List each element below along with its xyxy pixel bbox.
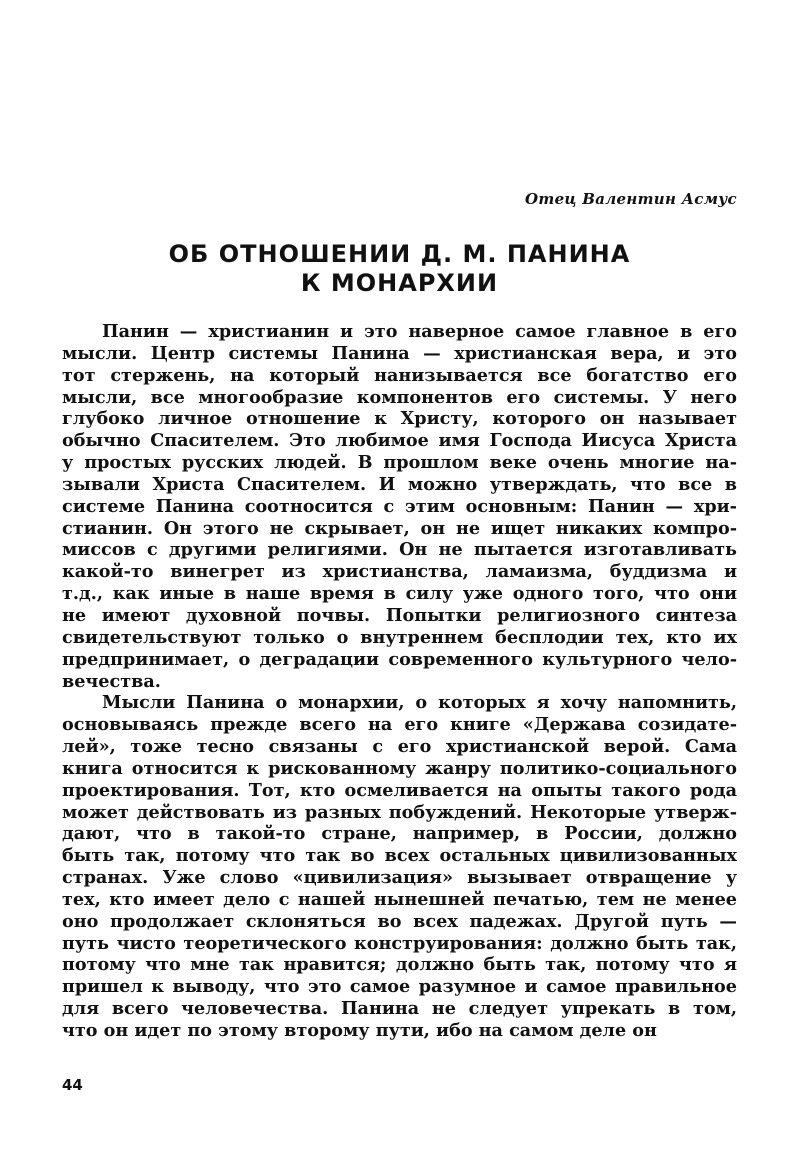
article-body	[62, 321, 737, 1042]
text-line: для всего человечества. Панина не следует упрекать в том,	[62, 998, 737, 1020]
title-line-2: К МОНАРХИИ	[300, 269, 499, 297]
text-line: оно продолжает склоняться во всех падежах. Другой путь —	[62, 910, 737, 932]
text-line: лей», тоже тесно связаны с его христианской верой. Сама	[62, 736, 737, 758]
page-number: 44	[62, 1076, 83, 1094]
text-line: тот стержень, на который нанизывается все богатство его	[62, 364, 737, 386]
text-line: основываясь прежде всего на его книге «Держава созидате-	[62, 714, 737, 736]
paragraph	[62, 321, 737, 692]
text-line: свидетельствуют только о внутреннем бесплодии тех, кто их	[62, 626, 737, 648]
text-line: вечества.	[62, 670, 161, 692]
article-title	[62, 240, 737, 298]
text-line: Панин — христианин и это наверное самое главное в его	[102, 321, 737, 342]
text-line: мысли. Центр системы Панина — христианская вера, и это	[62, 342, 737, 364]
text-line: потому что мне так нравится; должно быть так, потому что я	[62, 954, 737, 976]
text-line: быть так, потому что так во всех остальных цивилизованных	[62, 845, 737, 867]
text-line: проектирования. Тот, кто осмеливается на опыты такого рода	[62, 779, 737, 801]
author-name: Отец Валентин Асмус	[525, 190, 737, 208]
text-line: книга относится к рискованному жанру политико-социального	[62, 757, 737, 779]
text-line: мысли, все многообразие компонентов его системы. У него	[62, 386, 737, 408]
text-line: Мысли Панина о монархии, о которых я хочу напомнить,	[102, 692, 737, 714]
text-line: тех, кто имеет дело с нашей нынешней печатью, тем не менее	[62, 888, 737, 910]
text-line: пришел к выводу, что это самое разумное и самое правильное	[62, 976, 737, 998]
title-line-1: ОБ ОТНОШЕНИИ Д. М. ПАНИНА	[168, 240, 631, 268]
text-line: предпринимает, о деградации современного культурного чело-	[62, 648, 737, 670]
paragraph	[62, 692, 737, 1042]
text-line: путь чисто теоретического конструирования: должно быть так,	[62, 932, 737, 954]
text-line: миссов с другими религиями. Он не пытается изготавливать	[62, 539, 737, 561]
text-line: может действовать из разных побуждений. Некоторые утверж-	[62, 801, 737, 823]
text-line: системе Панина соотносится с этим основным: Панин — хри-	[62, 495, 737, 517]
text-line: не имеют духовной почвы. Попытки религиозного синтеза	[62, 604, 737, 626]
text-line: глубоко личное отношение к Христу, которого он называет	[62, 408, 737, 430]
text-line: стианин. Он этого не скрывает, он не ищет никаких компро-	[62, 517, 737, 539]
text-line: странах. Уже слово «цивилизация» вызывает отвращение у	[62, 867, 737, 889]
text-line: что он идет по этому второму пути, ибо на самом деле он	[62, 1020, 657, 1041]
text-line: какой-то винегрет из христианства, ламаизма, буддизма и	[62, 561, 737, 583]
text-line: у простых русских людей. В прошлом веке очень многие на-	[62, 452, 737, 474]
text-line: т.д., как иные в наше время в силу уже одного того, что они	[62, 583, 737, 605]
text-line: дают, что в такой-то стране, например, в России, должно	[62, 823, 737, 845]
text-line: зывали Христа Спасителем. И можно утверждать, что все в	[62, 473, 737, 495]
text-line: обычно Спасителем. Это любимое имя Господа Иисуса Христа	[62, 430, 737, 452]
